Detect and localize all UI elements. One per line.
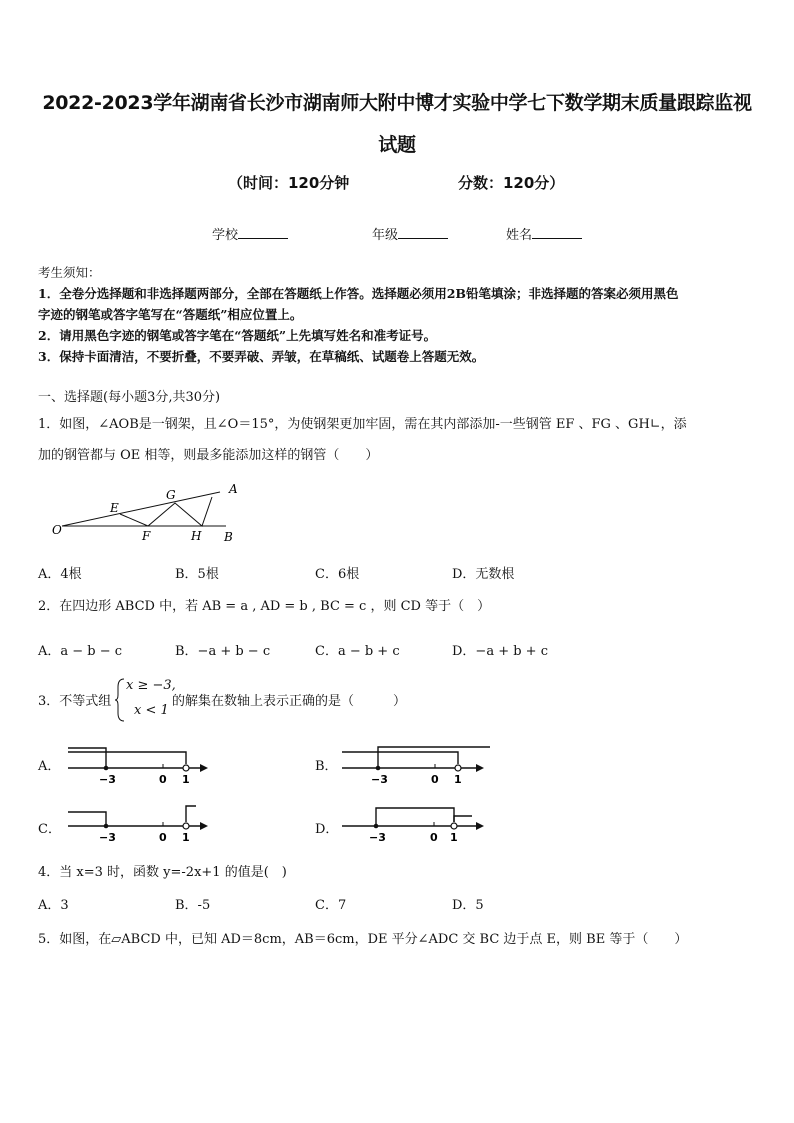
exam-score: 分数：120分） — [458, 174, 565, 192]
q2-text: 2．在四边形 ABCD 中，若 AB = a , AD = b , BC = c ，则 CD 等于（ ） — [38, 599, 491, 614]
q3-option-b-letter[interactable]: B． — [315, 759, 338, 774]
tick-0: 0 — [430, 831, 438, 844]
tick-0: 0 — [431, 773, 439, 786]
tick-1: 1 — [182, 831, 190, 844]
fig-label-b: B — [224, 530, 233, 544]
q1-option-d[interactable]: D．无数根 — [452, 567, 515, 582]
fig-label-a: A — [229, 482, 238, 496]
q3-option-a-letter[interactable]: A． — [38, 759, 61, 774]
school-field[interactable] — [212, 224, 288, 243]
grade-field[interactable] — [372, 224, 448, 243]
tick-1: 1 — [450, 831, 458, 844]
q5-text: 5．如图，在▱ABCD 中，已知 AD＝8cm，AB＝6cm，DE 平分∠ADC 交 BC 边于点 E，则 BE 等于（ ） — [38, 932, 688, 947]
section-heading: 一、选择题(每小题3分,共30分) — [38, 390, 221, 405]
q4-option-d[interactable]: D．5 — [452, 898, 484, 913]
q3-numberline-d — [338, 800, 488, 844]
name-label: 姓名 — [506, 228, 533, 243]
q1-option-a[interactable]: A．4根 — [38, 567, 82, 582]
exam-time: （时间：120分钟 — [228, 174, 350, 192]
q3-numberline-c — [62, 800, 212, 844]
q3-suffix: 的解集在数轴上表示正确的是（ ） — [172, 694, 407, 709]
tick-1: 1 — [182, 773, 190, 786]
q4-text: 4．当 x=3 时，函数 y=-2x+1 的值是( ) — [38, 865, 287, 880]
q2-option-d[interactable]: D．−a + b + c — [452, 644, 548, 659]
grade-blank[interactable] — [398, 226, 448, 239]
fig-label-f: F — [142, 529, 151, 543]
school-blank[interactable] — [238, 226, 288, 239]
q1-figure — [40, 476, 250, 546]
notes-heading: 考生须知： — [38, 265, 101, 280]
q2-option-b[interactable]: B．−a + b − c — [175, 644, 271, 659]
note-line: 2．请用黑色字迹的钢笔或答字笔在“答题纸”上先填写姓名和准考证号。 — [38, 328, 437, 343]
grade-label: 年级 — [372, 228, 399, 243]
name-blank[interactable] — [532, 226, 582, 239]
q2-option-c[interactable]: C．a − b + c — [315, 644, 400, 659]
q3-numberline-b — [338, 742, 493, 786]
tick-0: 0 — [159, 773, 167, 786]
exam-title-line1: 2022-2023学年湖南省长沙市湖南师大附中博才实验中学七下数学期末质量跟踪监视 — [42, 92, 752, 114]
fig-label-h: H — [191, 529, 202, 543]
q3-ineq2: x < 1 — [134, 703, 169, 718]
q3-numberline-a — [62, 742, 212, 786]
name-field[interactable] — [506, 224, 582, 243]
tick-neg3: −3 — [99, 773, 116, 786]
note-line: 1．全卷分选择题和非选择题两部分，全部在答题纸上作答。选择题必须用2B铅笔填涂；非选择题的答案必须用黑色 — [38, 286, 679, 301]
q2-option-a[interactable]: A．a − b − c — [38, 644, 123, 659]
tick-1: 1 — [454, 773, 462, 786]
exam-notes — [38, 262, 758, 367]
q1-option-c[interactable]: C．6根 — [315, 567, 360, 582]
q3-brace — [114, 677, 126, 723]
q3-prefix: 3．不等式组 — [38, 694, 112, 709]
q3-ineq1: x ≥ −3, — [126, 678, 176, 693]
q3-option-c-letter[interactable]: C． — [38, 822, 61, 837]
fig-label-g: G — [166, 488, 176, 502]
fig-label-o: O — [52, 523, 62, 537]
fig-label-e: E — [110, 501, 119, 515]
q4-option-c[interactable]: C．7 — [315, 898, 347, 913]
exam-title-line2: 试题 — [378, 134, 416, 156]
tick-neg3: −3 — [371, 773, 388, 786]
tick-neg3: −3 — [99, 831, 116, 844]
q1-line1: 1．如图，∠AOB是一钢架，且∠O＝15°，为使钢架更加牢固，需在其内部添加-一些钢管 EF 、FG 、GH∟，添 — [38, 417, 687, 432]
q4-option-a[interactable]: A．3 — [38, 898, 69, 913]
q1-line2: 加的钢管都与 OE 相等，则最多能添加这样的钢管（ ） — [38, 448, 379, 463]
school-label: 学校 — [212, 228, 239, 243]
tick-neg3: −3 — [369, 831, 386, 844]
q4-option-b[interactable]: B．-5 — [175, 898, 211, 913]
note-line: 字迹的钢笔或答字笔写在“答题纸”相应位置上。 — [38, 307, 303, 322]
q1-option-b[interactable]: B．5根 — [175, 567, 219, 582]
q3-option-d-letter[interactable]: D． — [315, 822, 339, 837]
note-line: 3．保持卡面清洁，不要折叠，不要弄破、弄皱，在草稿纸、试题卷上答题无效。 — [38, 349, 485, 364]
tick-0: 0 — [159, 831, 167, 844]
